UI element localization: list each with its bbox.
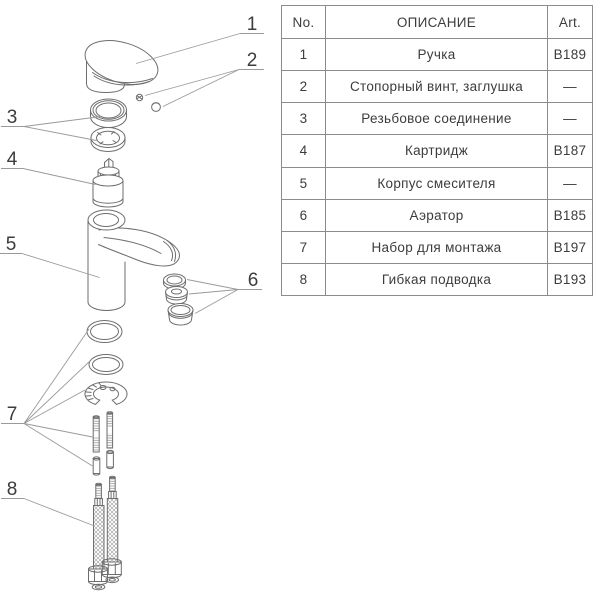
cell-description: Картридж: [326, 135, 548, 167]
cell-no: 2: [282, 71, 326, 103]
cell-no: 3: [282, 103, 326, 135]
callout-label-1: 1: [246, 14, 258, 35]
callout-1: [136, 14, 264, 64]
cell-description: Ручка: [326, 39, 548, 71]
mounting-kit-part: [85, 321, 127, 476]
table-row: [282, 135, 593, 167]
callout-label-6: 6: [247, 270, 259, 291]
cell-description: Аэратор: [326, 199, 548, 231]
callout-4: [1, 149, 96, 185]
cell-no: 1: [282, 39, 326, 71]
cell-art: B189: [548, 39, 593, 71]
parts-table: [281, 5, 593, 296]
table-row: [282, 39, 593, 71]
header-art: Art.: [548, 6, 593, 39]
table-header-row: [282, 6, 593, 39]
cell-art: —: [548, 71, 593, 103]
callout-label-7: 7: [6, 404, 18, 425]
table-row: [282, 231, 593, 263]
handle-part: [80, 33, 163, 93]
aerator-part: [164, 274, 194, 325]
cell-no: 7: [282, 231, 326, 263]
cell-art: B197: [548, 231, 593, 263]
callout-label-5: 5: [5, 234, 17, 255]
callout-label-3: 3: [6, 107, 18, 128]
cell-no: 6: [282, 199, 326, 231]
callout-7: [1, 329, 93, 466]
cell-no: 5: [282, 167, 326, 199]
callout-2: [145, 50, 264, 107]
header-no: No.: [282, 6, 326, 39]
cell-art: B185: [548, 199, 593, 231]
threaded-rings-part: [91, 99, 127, 152]
cell-art: B193: [548, 263, 593, 295]
cell-description: Гибкая подводка: [326, 263, 548, 295]
cell-description: Резьбовое соединение: [326, 103, 548, 135]
callout-label-4: 4: [6, 149, 18, 170]
callout-8: [1, 479, 95, 526]
table-row: [282, 167, 593, 199]
cell-art: —: [548, 167, 593, 199]
callout-6: [187, 270, 262, 314]
table-row: [282, 199, 593, 231]
cell-description: Корпус смесителя: [326, 167, 548, 199]
set-screw-part: [136, 94, 160, 111]
table-row: [282, 103, 593, 135]
table-row: [282, 71, 593, 103]
callout-5: [0, 234, 100, 278]
cell-art: —: [548, 103, 593, 135]
table-row: [282, 263, 593, 295]
cell-art: B187: [548, 135, 593, 167]
cell-no: 4: [282, 135, 326, 167]
cell-no: 8: [282, 263, 326, 295]
callout-label-8: 8: [6, 479, 18, 500]
cell-description: Набор для монтажа: [326, 231, 548, 263]
callout-label-2: 2: [246, 50, 258, 71]
cartridge-part: [93, 159, 123, 208]
hoses-part: [89, 476, 122, 590]
cell-description: Стопорный винт, заглушка: [326, 71, 548, 103]
callout-3: [1, 107, 101, 141]
header-description: ОПИСАНИЕ: [326, 6, 548, 39]
